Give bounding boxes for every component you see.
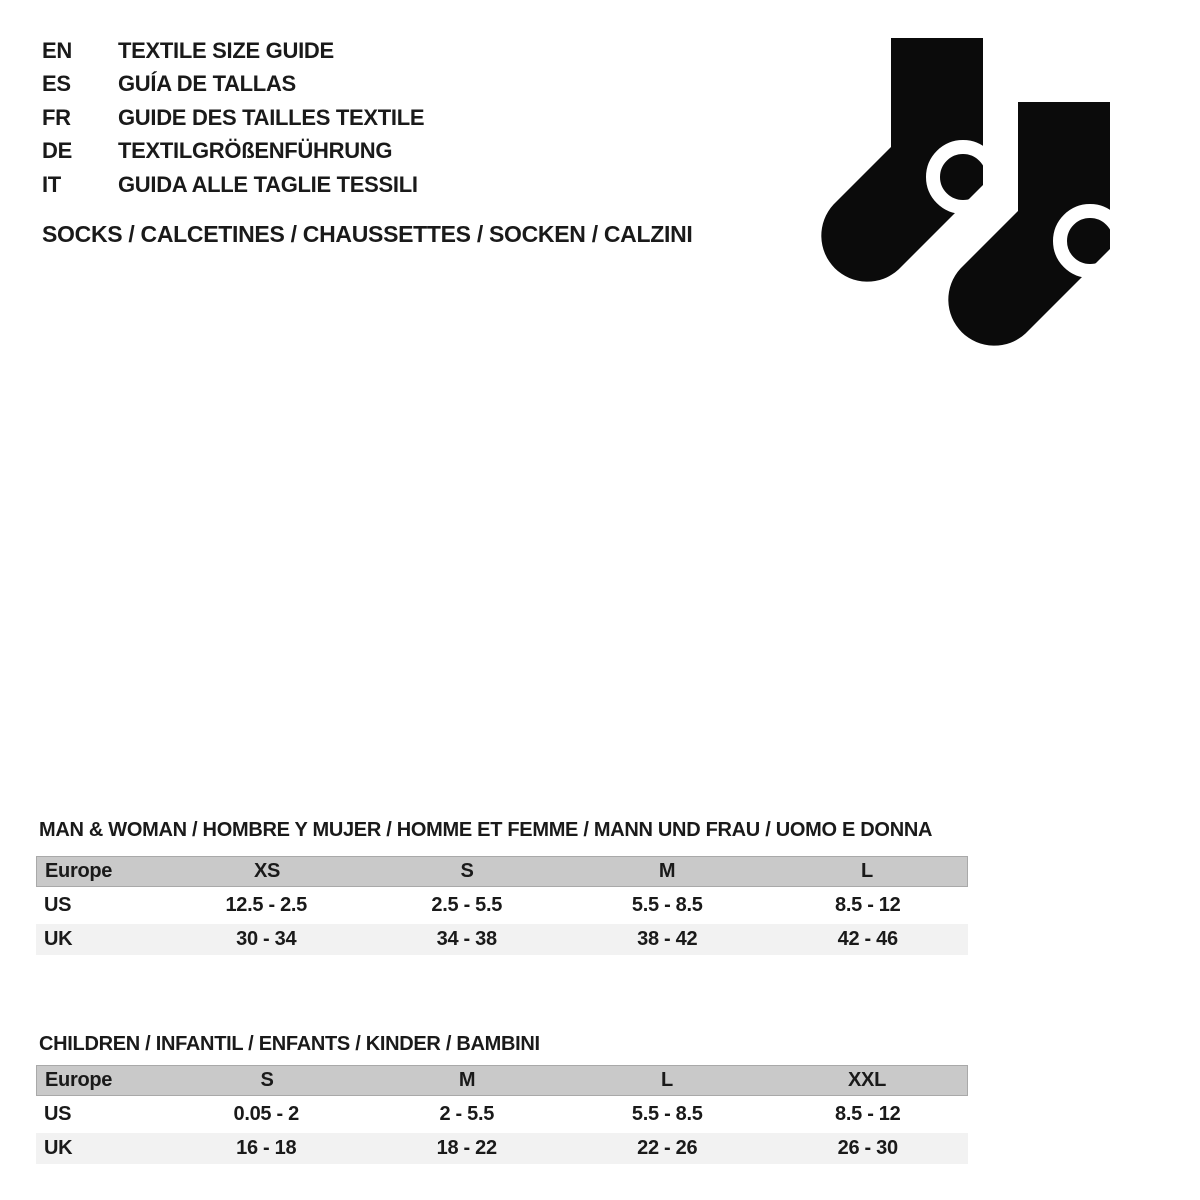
header-cell-size: XS xyxy=(253,860,281,882)
size-value: 8.5 - 12 xyxy=(835,1103,901,1125)
table-row-uk xyxy=(36,1133,968,1164)
size-value: 38 - 42 xyxy=(637,928,698,950)
header-cell-size: M xyxy=(658,860,676,882)
row-label: UK xyxy=(44,928,73,950)
man-woman-size-table xyxy=(36,856,968,955)
language-code: ES xyxy=(42,71,71,97)
row-label: US xyxy=(44,894,72,916)
language-row-de xyxy=(42,135,424,169)
size-value: 18 - 22 xyxy=(436,1137,497,1159)
sock-left xyxy=(821,38,993,282)
language-code: DE xyxy=(42,138,72,164)
header-cell-size: L xyxy=(861,860,873,882)
header-cell-size: M xyxy=(458,1069,476,1091)
children-size-section xyxy=(36,1033,968,1167)
size-value: 22 - 26 xyxy=(637,1137,698,1159)
table-row-us xyxy=(36,890,968,921)
header-cell-size: XXL xyxy=(848,1069,886,1091)
header-cell-region: Europe xyxy=(45,1069,113,1091)
language-code: FR xyxy=(42,104,71,130)
language-title: GUIDA ALLE TAGLIE TESSILI xyxy=(118,171,418,197)
language-title: GUIDE DES TAILLES TEXTILE xyxy=(118,104,425,130)
table-row-uk xyxy=(36,924,968,955)
header-cell-region: Europe xyxy=(45,860,113,882)
language-title: TEXTILE SIZE GUIDE xyxy=(118,37,334,63)
table-row-us xyxy=(36,1099,968,1130)
size-value: 30 - 34 xyxy=(236,928,297,950)
language-title-list xyxy=(42,34,424,202)
language-code: EN xyxy=(42,37,72,63)
size-value: 8.5 - 12 xyxy=(835,894,901,916)
language-code: IT xyxy=(42,171,61,197)
socks-icon xyxy=(810,30,1130,360)
language-row-es xyxy=(42,68,424,102)
size-value: 16 - 18 xyxy=(236,1137,297,1159)
size-value: 26 - 30 xyxy=(837,1137,898,1159)
children-table-title: CHILDREN / INFANTIL / ENFANTS / KINDER / BAMBINI xyxy=(39,1033,540,1055)
size-value: 12.5 - 2.5 xyxy=(225,894,307,916)
table-header-row xyxy=(36,1065,968,1096)
man-woman-table-title: MAN & WOMAN / HOMBRE Y MUJER / HOMME ET FEMME / MANN UND FRAU / UOMO E DONNA xyxy=(39,819,933,841)
language-title: TEXTILGRÖßENFÜHRUNG xyxy=(118,138,393,164)
size-value: 2 - 5.5 xyxy=(439,1103,495,1125)
header-cell-size: S xyxy=(260,1069,274,1091)
header-cell-size: S xyxy=(460,860,474,882)
row-label: US xyxy=(44,1103,72,1125)
size-value: 5.5 - 8.5 xyxy=(631,1103,703,1125)
size-value: 34 - 38 xyxy=(436,928,497,950)
language-row-it xyxy=(42,168,424,202)
row-label: UK xyxy=(44,1137,73,1159)
language-row-fr xyxy=(42,101,424,135)
man-woman-size-section xyxy=(36,819,968,958)
size-value: 5.5 - 8.5 xyxy=(631,894,703,916)
header-cell-size: L xyxy=(661,1069,673,1091)
language-row-en xyxy=(42,34,424,68)
language-title: GUÍA DE TALLAS xyxy=(118,71,296,97)
size-value: 2.5 - 5.5 xyxy=(431,894,503,916)
category-title: SOCKS / CALCETINES / CHAUSSETTES / SOCKEN / CALZINI xyxy=(42,221,693,247)
size-value: 42 - 46 xyxy=(837,928,898,950)
table-header-row xyxy=(36,856,968,887)
children-size-table xyxy=(36,1065,968,1164)
size-value: 0.05 - 2 xyxy=(233,1103,299,1125)
